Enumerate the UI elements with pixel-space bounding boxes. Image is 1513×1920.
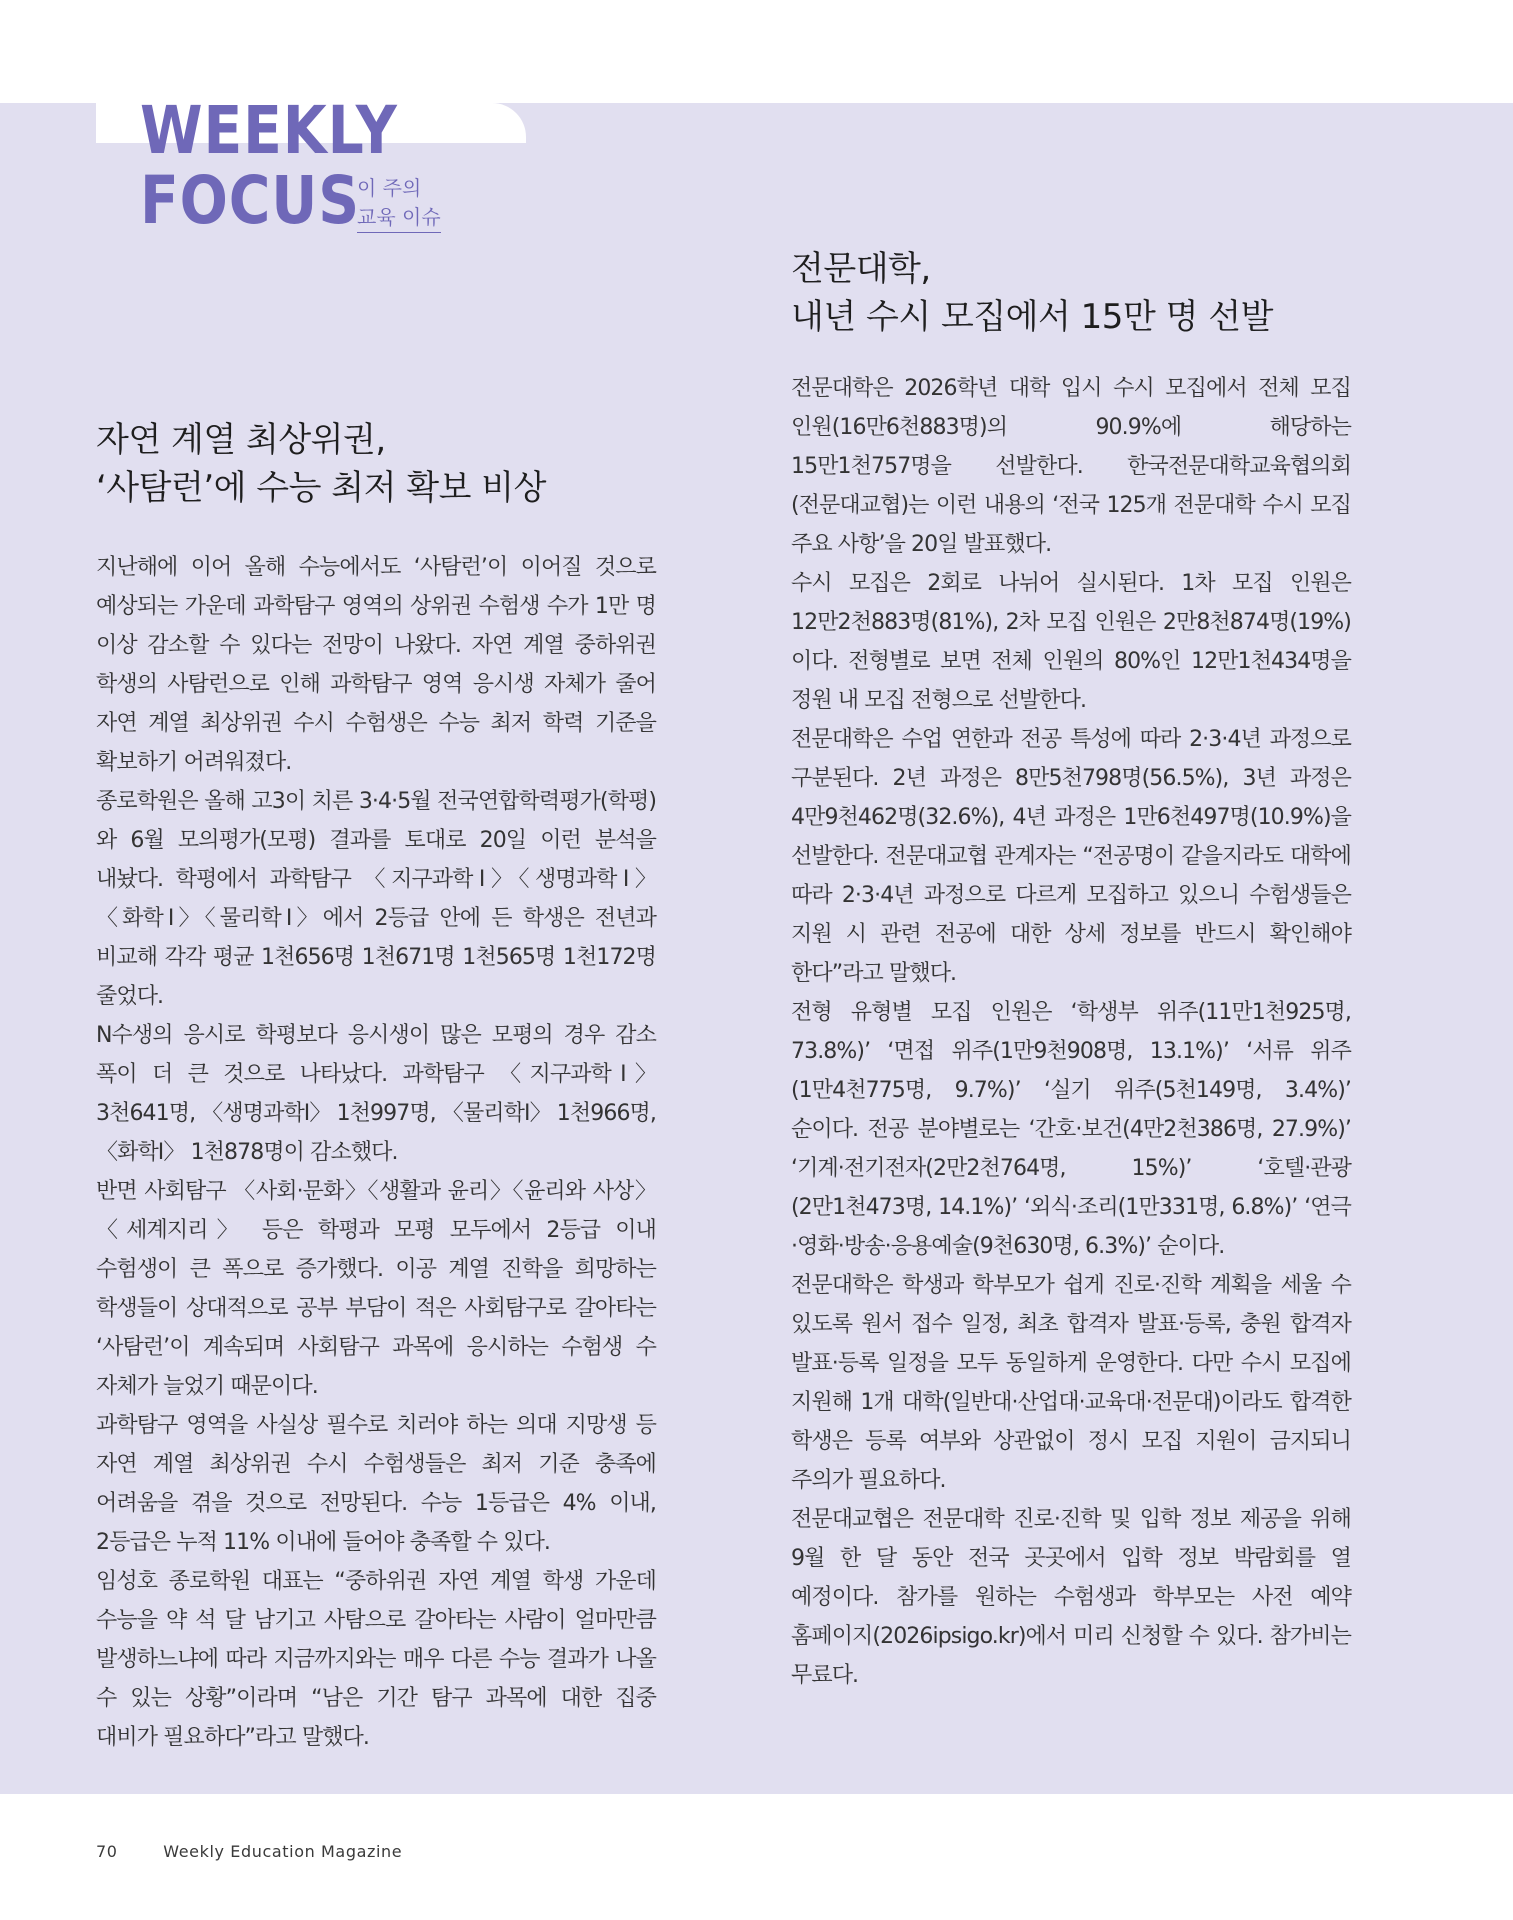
paragraph: 전문대학은 학생과 학부모가 쉽게 진로·진학 계획을 세울 수 있도록 원서 접수 일정, 최초 합격자 발표·등록, 충원 합격자 발표·등록 일정을 모두 동일하게 운영한다. 다만 수시 모집에 지원해 1개 대학(일반대·산업대·교육대·전문대)이라도 합격한 학생은 등록 여부와 상관없이 정시 모집 지원이 금지되니 주의가 필요하다. <box>791 1273 1351 1493</box>
paragraph: 전문대학은 수업 연한과 전공 특성에 따라 2·3·4년 과정으로 구분된다. 2년 과정은 8만5천798명(56.5%), 3년 과정은 4만9천462명(32.6%), 4년 과정은 1만6천497명(10.9%)을 선발한다. 전문대교협 관계자는 “전공명이 같을지라도 대학에 따라 2·3·4년 과정으로 다르게 모집하고 있으니 수험생들은 지원 시 관련 전공에 대한 상세 정보를 반드시 확인해야 한다”라고 말했다. <box>791 727 1351 986</box>
section-subtitle <box>357 174 441 233</box>
article-right <box>791 245 1351 1695</box>
paragraph: 과학탐구 영역을 사실상 필수로 치러야 하는 의대 지망생 등 자연 계열 최상위권 수시 수험생들은 최저 기준 충족에 어려움을 겪을 것으로 전망된다. 수능 1등급은 4% 이내, 2등급은 누적 11% 이내에 들어야 충족할 수 있다. <box>96 1413 656 1555</box>
article-right-body <box>791 369 1351 1695</box>
paragraph: 종로학원은 올해 고3이 치른 3·4·5월 전국연합학력평가(학평)와 6월 모의평가(모평) 결과를 토대로 20일 이런 분석을 내놨다. 학평에서 과학탐구 〈지구과학Ⅰ〉〈생명과학Ⅰ〉〈화학Ⅰ〉〈물리학Ⅰ〉에서 2등급 안에 든 학생은 전년과 비교해 각각 평균 1천656명 1천671명 1천565명 1천172명 줄었다. <box>96 789 656 1009</box>
logo-line-focus: FOCUS <box>140 162 360 239</box>
page-number: 70 <box>96 1842 118 1861</box>
paragraph: 지난해에 이어 올해 수능에서도 ‘사탐런’이 이어질 것으로 예상되는 가운데 과학탐구 영역의 상위권 수험생 수가 1만 명 이상 감소할 수 있다는 전망이 나왔다. 자연 계열 중하위권 학생의 사탐런으로 인해 과학탐구 영역 응시생 자체가 줄어 자연 계열 최상위권 수시 수험생은 수능 최저 학력 기준을 확보하기 어려워졌다. <box>96 555 656 775</box>
paragraph: 임성호 종로학원 대표는 “중하위권 자연 계열 학생 가운데 수능을 약 석 달 남기고 사탐으로 갈아타는 사람이 얼마만큼 발생하느냐에 따라 지금까지와는 매우 다른 수능 결과가 나올 수 있는 상황”이라며 “남은 기간 탐구 과목에 대한 집중 대비가 필요하다”라고 말했다. <box>96 1569 656 1750</box>
article-left <box>96 416 656 1757</box>
paragraph: 수시 모집은 2회로 나뉘어 실시된다. 1차 모집 인원은 12만2천883명(81%), 2차 모집 인원은 2만8천874명(19%)이다. 전형별로 보면 전체 인원의 80%인 12만1천434명을 정원 내 모집 전형으로 선발한다. <box>791 571 1351 713</box>
paragraph: N수생의 응시로 학평보다 응시생이 많은 모평의 경우 감소 폭이 더 큰 것으로 나타났다. 과학탐구 〈지구과학Ⅰ〉 3천641명, 〈생명과학Ⅰ〉 1천997명, 〈물리학Ⅰ〉 1천966명, 〈화학Ⅰ〉 1천878명이 감소했다. <box>96 1023 656 1165</box>
paragraph: 반면 사회탐구 〈사회·문화〉〈생활과 윤리〉〈윤리와 사상〉〈세계지리〉 등은 학평과 모평 모두에서 2등급 이내 수험생이 큰 폭으로 증가했다. 이공 계열 진학을 희망하는 학생들이 상대적으로 공부 부담이 적은 사회탐구로 갈아타는 ‘사탐런’이 계속되며 사회탐구 과목에 응시하는 수험생 수 자체가 늘었기 때문이다. <box>96 1179 656 1399</box>
paragraph: 전형 유형별 모집 인원은 ‘학생부 위주(11만1천925명, 73.8%)’ ‘면접 위주(1만9천908명, 13.1%)’ ‘서류 위주(1만4천775명, 9.7%)’ ‘실기 위주(5천149명, 3.4%)’ 순이다. 전공 분야별로는 ‘간호·보건(4만2천386명, 27.9%)’ ‘기계·전기전자(2만2천764명, 15%)’ ‘호텔·관광(2만1천473명, 14.1%)’ ‘외식·조리(1만331명, 6.8%)’ ‘연극·영화·방송·응용예술(9천630명, 6.3%)’ 순이다. <box>791 1000 1351 1259</box>
subtitle-line-1: 이 주의 <box>357 176 422 200</box>
paragraph: 전문대학은 2026학년 대학 입시 수시 모집에서 전체 모집 인원(16만6천883명)의 90.9%에 해당하는 15만1천757명을 선발한다. 한국전문대학교육협의회(전문대교협)는 이런 내용의 ‘전국 125개 전문대학 수시 모집 주요 사항’을 20일 발표했다. <box>791 376 1351 557</box>
paragraph: 전문대교협은 전문대학 진로·진학 및 입학 정보 제공을 위해 9월 한 달 동안 전국 곳곳에서 입학 정보 박람회를 열 예정이다. 참가를 원하는 수험생과 학부모는 사전 예약 홈페이지(2026ipsigo.kr)에서 미리 신청할 수 있다. 참가비는 무료다. <box>791 1507 1351 1688</box>
logo-line-weekly: WEEKLY <box>140 92 398 169</box>
article-left-title: 자연 계열 최상위권, ‘사탐런’에 수능 최저 확보 비상 <box>96 420 546 508</box>
magazine-name: Weekly Education Magazine <box>163 1842 403 1861</box>
article-right-title: 전문대학, 내년 수시 모집에서 15만 명 선발 <box>791 249 1273 337</box>
subtitle-line-2: 교육 이슈 <box>357 203 441 233</box>
page-footer <box>96 1842 402 1861</box>
article-left-body <box>96 548 656 1757</box>
